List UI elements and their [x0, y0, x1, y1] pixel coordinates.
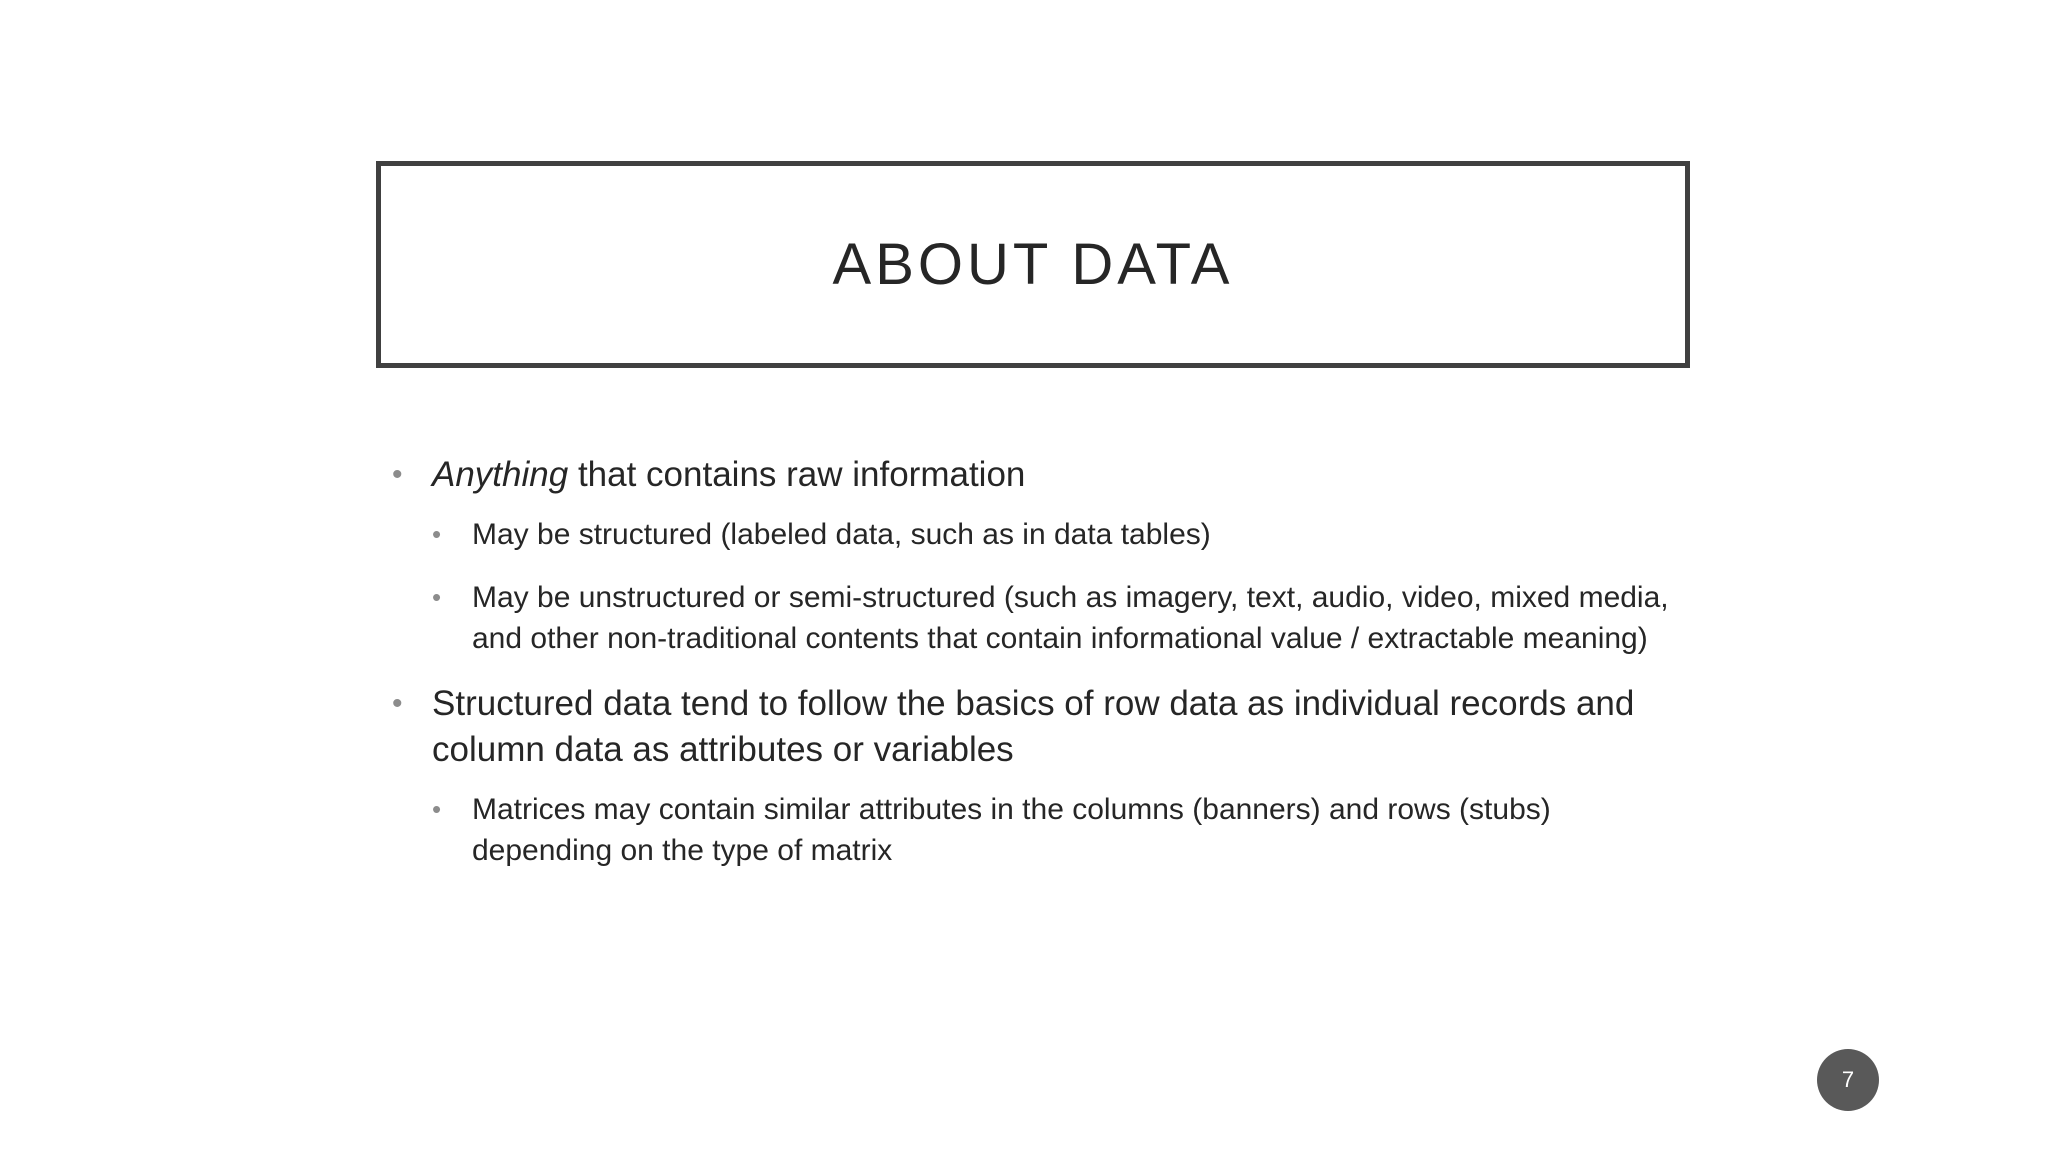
sub-bullet-text: Matrices may contain similar attributes in the columns (banners) and rows (stubs) depending on the type of matrix: [472, 793, 1551, 867]
sub-bullet-text: May be structured (labeled data, such as in data tables): [472, 518, 1211, 551]
sub-bullet-text: May be unstructured or semi-structured (such as imagery, text, audio, video, mixed media, and other non-traditional contents that contain informational value / extractable meaning): [472, 581, 1669, 655]
page-number-badge: [1817, 1049, 1879, 1111]
bullet-icon: •: [432, 794, 442, 824]
title-box: [376, 161, 1690, 368]
bullet-emphasis: Anything: [432, 455, 569, 494]
bullet-item: [386, 452, 1686, 498]
bullet-icon: •: [392, 687, 403, 720]
sub-bullet-item: [386, 514, 1686, 555]
slide-content: [386, 452, 1686, 893]
slide-title: ABOUT DATA: [832, 231, 1234, 297]
bullet-icon: •: [432, 519, 442, 549]
bullet-item: [386, 681, 1686, 773]
page-number: 7: [1841, 1067, 1855, 1092]
bullet-text: that contains raw information: [568, 455, 1026, 494]
sub-bullet-item: [386, 577, 1686, 659]
sub-bullet-item: [386, 789, 1686, 871]
bullet-icon: •: [432, 582, 442, 612]
bullet-text: Structured data tend to follow the basics of row data as individual records and column data as attributes or variables: [432, 684, 1635, 769]
bullet-icon: •: [392, 458, 403, 491]
